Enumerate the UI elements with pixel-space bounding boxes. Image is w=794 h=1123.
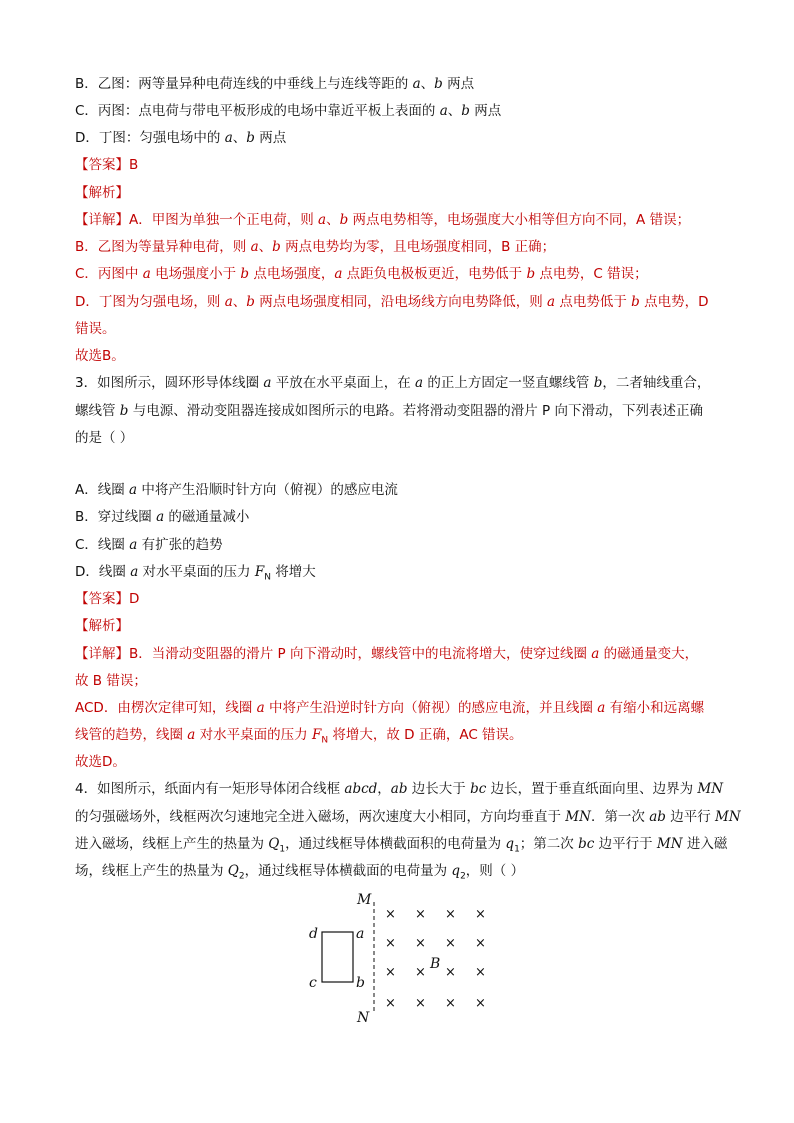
var-b: b	[272, 239, 281, 255]
var-b: b	[246, 294, 255, 310]
text: 边长，置于垂直纸面向里、边界为	[486, 781, 698, 797]
field-cross: ×	[475, 907, 486, 922]
var-MN: MN	[565, 809, 591, 825]
text: 的匀强磁场外，线框两次匀速地完全进入磁场，两次速度大小相同，方向均垂直于	[75, 809, 566, 825]
var-b: b	[240, 266, 250, 282]
text: D．线圈	[75, 564, 131, 580]
var-MN: MN	[697, 781, 724, 797]
var-q: q	[451, 863, 461, 879]
var-a: a	[591, 646, 600, 662]
field-cross: ×	[445, 936, 456, 951]
text: 两点电场强度相同，沿电场线方向电势降低，则	[254, 294, 547, 310]
var-Q: Q	[268, 836, 280, 852]
field-cross: ×	[445, 965, 456, 980]
var-b: b	[461, 103, 470, 119]
var-a: a	[250, 239, 259, 255]
field-cross: ×	[385, 907, 396, 922]
var-a: a	[547, 294, 556, 310]
text: ，则（ ）	[465, 863, 525, 879]
q2-detail-4	[75, 292, 709, 312]
var-a: a	[130, 564, 139, 580]
var-b: b	[339, 212, 349, 228]
text: 进入磁	[682, 836, 728, 852]
q3-detail-1	[75, 644, 698, 664]
q2-conclusion: 故选B。	[75, 348, 125, 364]
label-field-b: B	[430, 956, 441, 972]
var-a: a	[224, 130, 233, 146]
text: ，通过线框导体横截面的电荷量为	[244, 863, 452, 879]
text: 边平行	[665, 809, 716, 825]
text: 、	[232, 294, 247, 310]
var-a: a	[187, 727, 196, 743]
text: 、	[232, 130, 247, 146]
var-b: b	[631, 294, 640, 310]
field-cross: ×	[415, 907, 426, 922]
q2-detail-4-cont: 错误。	[75, 321, 116, 337]
field-cross: ×	[385, 996, 396, 1011]
q2-detail-2	[75, 237, 555, 257]
var-a: a	[129, 482, 138, 498]
text: 将增大	[270, 564, 316, 580]
text: 4．如图所示，纸面内有一矩形导体闭合线框	[75, 781, 345, 797]
text: 、	[258, 239, 273, 255]
text: 、	[420, 76, 435, 92]
var-bc: bc	[578, 836, 595, 852]
text: 的正上方固定一竖直螺线管	[423, 375, 594, 391]
text: 【详解】B．当滑动变阻器的滑片 P 向下滑动时，螺线管中的电流将增大，使穿过线圈	[75, 646, 592, 662]
text: D．丁图为匀强电场，则	[75, 294, 225, 310]
label-m: M	[357, 892, 372, 908]
var-b: b	[119, 403, 129, 419]
q3-stem-3: 的是（ ）	[75, 430, 134, 446]
text: 点距负电极板更近，电势低于	[342, 266, 527, 282]
loop-abcd	[322, 932, 353, 982]
q3-detail-3	[75, 698, 704, 718]
field-cross: ×	[445, 907, 456, 922]
text: 有缩小和远离螺	[605, 700, 705, 716]
field-cross: ×	[415, 996, 426, 1011]
text: 与电源、滑动变阻器连接成如图所示的电路。若将滑动变阻器的滑片 P 向下滑动，下列表述正确	[128, 403, 703, 419]
q4-figure	[300, 886, 500, 1031]
subscript-N: N	[264, 572, 271, 583]
label-c: c	[309, 975, 317, 991]
text: A．线圈	[75, 482, 130, 498]
text: 【详解】A．甲图为单独一个正电荷，则	[75, 212, 319, 228]
var-MN: MN	[656, 836, 683, 852]
text: 两点	[469, 103, 502, 119]
label-d: d	[309, 926, 318, 942]
q4-stem-4	[75, 861, 524, 887]
var-a: a	[263, 375, 272, 391]
q2-option-d	[75, 128, 286, 148]
text: 将增大，故 D 正确，AC 错误。	[328, 727, 523, 743]
field-cross: ×	[475, 965, 486, 980]
var-a: a	[439, 103, 448, 119]
var-a: a	[224, 294, 233, 310]
var-a: a	[156, 509, 165, 525]
field-cross: ×	[385, 965, 396, 980]
field-cross: ×	[475, 996, 486, 1011]
var-ab: ab	[649, 809, 666, 825]
var-Q: Q	[227, 863, 239, 879]
q3-analysis-label: 【解析】	[75, 618, 129, 634]
text: 线管的趋势，线圈	[75, 727, 188, 743]
text: 边平行于	[594, 836, 657, 852]
text: 的磁通量变大，	[599, 646, 699, 662]
var-q: q	[505, 836, 515, 852]
text: 点电场强度，	[249, 266, 335, 282]
q2-option-b	[75, 74, 474, 94]
text: 对水平桌面的压力	[138, 564, 255, 580]
var-MN: MN	[715, 809, 741, 825]
field-cross: ×	[445, 996, 456, 1011]
var-a: a	[256, 700, 265, 716]
q4-stem-1	[75, 779, 723, 799]
text: B．穿过线圈	[75, 509, 157, 525]
q3-answer: 【答案】D	[75, 591, 140, 607]
field-cross: ×	[415, 965, 426, 980]
text: 中将产生沿顺时针方向（俯视）的感应电流	[137, 482, 398, 498]
var-a: a	[412, 76, 421, 92]
var-bc: bc	[470, 781, 487, 797]
text: ，通过线框导体横截面积的电荷量为	[285, 836, 506, 852]
text: 点电势，D	[639, 294, 709, 310]
text: 点电势低于	[555, 294, 632, 310]
text: 两点电势均为零，且电场强度相同，B 正确；	[280, 239, 556, 255]
var-abcd: abcd	[344, 781, 378, 797]
var-a: a	[415, 375, 424, 391]
text: 进入磁场，线框上产生的热量为	[75, 836, 269, 852]
var-b: b	[526, 266, 536, 282]
subscript-N: N	[321, 735, 329, 746]
field-cross: ×	[415, 936, 426, 951]
q3-option-b	[75, 507, 249, 527]
text: 对水平桌面的压力	[195, 727, 312, 743]
q2-analysis-label: 【解析】	[75, 185, 129, 201]
q4-stem-2	[75, 807, 741, 827]
q2-option-c	[75, 101, 501, 121]
text: C．线圈	[75, 537, 130, 553]
q3-option-d	[75, 562, 316, 588]
text: D．丁图：匀强电场中的	[75, 130, 225, 146]
text: 、	[447, 103, 462, 119]
text: 中将产生沿逆时针方向（俯视）的感应电流，并且线圈	[264, 700, 598, 716]
var-a: a	[334, 266, 343, 282]
subscript: 2	[238, 871, 245, 882]
text: ；第二次	[519, 836, 579, 852]
text: 的磁通量减小	[164, 509, 250, 525]
q2-answer: 【答案】B	[75, 157, 139, 173]
text: 场，线框上产生的热量为	[75, 863, 228, 879]
text: 、	[326, 212, 340, 228]
text: 平放在水平桌面上，在	[271, 375, 416, 391]
text: 3．如图所示，圆环形导体线圈	[75, 375, 264, 391]
subscript: 1	[279, 844, 286, 855]
var-a: a	[597, 700, 606, 716]
text: 有扩张的趋势	[137, 537, 223, 553]
label-a: a	[356, 926, 365, 942]
var-F: F	[311, 727, 322, 743]
q2-detail-1	[75, 210, 690, 230]
q2-detail-3	[75, 264, 648, 284]
q3-conclusion: 故选D。	[75, 754, 126, 770]
field-cross: ×	[475, 936, 486, 951]
text: 两点	[442, 76, 475, 92]
text: B．乙图为等量异种电荷，则	[75, 239, 251, 255]
text: 两点电势相等，电场强度大小相等但方向不同，A 错误；	[348, 212, 691, 228]
q3-detail-2: 故 B 错误；	[75, 673, 147, 689]
var-F: F	[254, 564, 265, 580]
q3-option-a	[75, 480, 398, 500]
text: ，	[377, 781, 391, 797]
text: 边长大于	[407, 781, 471, 797]
q4-stem-3	[75, 834, 727, 860]
q3-stem-2	[75, 401, 703, 421]
text: ．第一次	[590, 809, 650, 825]
var-a: a	[318, 212, 327, 228]
q3-option-c	[75, 535, 223, 555]
text: ，二者轴线重合，	[602, 375, 711, 391]
q3-detail-4	[75, 725, 523, 751]
text: 螺线管	[75, 403, 120, 419]
var-b: b	[434, 76, 443, 92]
var-a: a	[129, 537, 138, 553]
var-ab: ab	[390, 781, 408, 797]
subscript: 1	[514, 844, 520, 855]
text: 电场强度小于	[150, 266, 241, 282]
text: 两点	[254, 130, 287, 146]
label-n: N	[357, 1010, 370, 1026]
text: C．丙图中	[75, 266, 143, 282]
var-b: b	[593, 375, 603, 391]
subscript: 2	[460, 871, 466, 882]
var-b: b	[246, 130, 255, 146]
q3-stem-1	[75, 373, 710, 393]
field-cross: ×	[385, 936, 396, 951]
text: C．丙图：点电荷与带电平板形成的电场中靠近平板上表面的	[75, 103, 440, 119]
var-a: a	[142, 266, 151, 282]
text: ACD．由楞次定律可知，线圈	[75, 700, 257, 716]
label-b: b	[356, 975, 365, 991]
text: 点电势，C 错误；	[535, 266, 648, 282]
text: B．乙图：两等量异种电荷连线的中垂线上与连线等距的	[75, 76, 413, 92]
